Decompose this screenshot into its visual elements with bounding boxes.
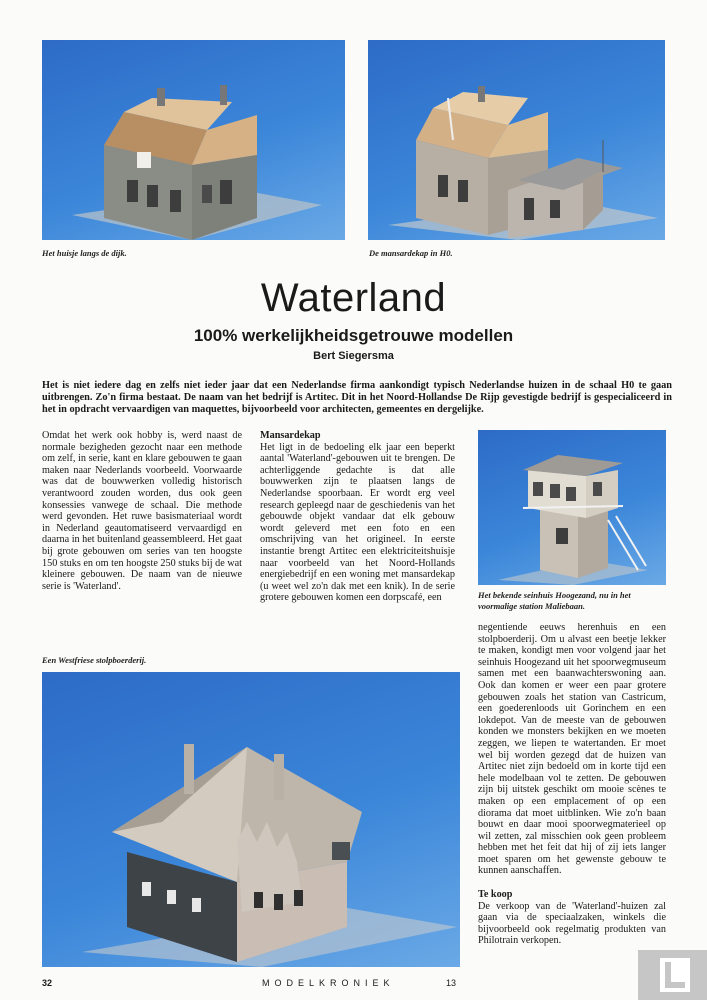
corner-logo bbox=[638, 950, 707, 1000]
caption-dike-house: Het huisje langs de dijk. bbox=[42, 248, 127, 258]
issue-number: 13 bbox=[446, 978, 457, 988]
article-title: Waterland bbox=[260, 276, 447, 320]
page-number: 32 bbox=[42, 978, 53, 988]
heading-te-koop: Te koop bbox=[478, 889, 513, 901]
column-2-text: Het ligt in de bedoeling elk jaar een beperkt aantal 'Waterland'-gebouwen uit te brengen. De achterliggende gedachte is dat alle bouwwerken zijn te plaatsen langs de Nederlandse spoorbaan. Er wordt erg veel research gepleegd naar de geschiedenis van het gebouwde objekt vandaar dat elk gebouw wordt geleverd met een foto en een omschrijving van het origineel. In eerste instantie brengt Artitec een elektriciteitshuisje naar voorbeeld van het Noord-Hollands energiebedrijf en een woning met mansardekap (u weet wel zo'n dak met een knik). In de serie grotere gebouwen komen een dorpscafé, een bbox=[260, 441, 455, 604]
heading-mansardekap: Mansardekap bbox=[260, 430, 321, 441]
mansard-house-image bbox=[368, 40, 665, 240]
article-intro: Het is niet iedere dag en zelfs niet ieder jaar dat een Nederlandse firma aankondigt typisch Nederlandse huizen in de schaal H0 te gaan uitbrengen. Zo'n firma bestaat. De naam van het bedrijf is Artitec. Dit in het Noord-Hollandse De Rijp gevestigde bedrijf is gespecialiceerd in het in opdracht vervaardigen van maquettes, bijvoorbeeld voor architecten, gemeentes en dergelijke. bbox=[42, 380, 672, 415]
photo-dike-house bbox=[42, 40, 345, 240]
column-3-text: negentiende eeuws herenhuis en een stolpboerderij. Om u alvast een beetje lekker te maken, kondigt men voor volgend jaar het seinhuis Hoogezand uit het spoorwegmuseum samen met een baanwachterswoning aan. Ook dan komen er weer een paar grotere gebouwen zoals het station van Castricum, een goederenloods uit Gorinchem en een lokdepot. Van de meeste van de gebouwen konden we monsters bekijken en we moeten zeggen, we liepen te watertanden. Er moet wel bij worden gezegd dat de huizen van Artitec niet zijn bedoeld om in korte tijd een hele modelbaan vol te zetten. De gebouwen zijn bij uitstek geschikt om mooie scènes te maken op een emplacement of op een diorama dat moet uitblinken. Wie zo'n baan bouwt en daar mooi spoorwegmaterieel op wil zetten, zal misschien ook geen probleem hebben met het feit dat hij of zij iets langer moet sparen om het gewenste gebouw te kunnen aanschaffen. bbox=[478, 622, 666, 877]
column-1-text: Omdat het werk ook hobby is, werd naast de normale bezigheden gezocht naar een methode om zelf, in serie, kant en klare gebouwen te gaan maken naar Nederlands voorbeeld. Voorwaarde was dat de bouwwerken volledig historisch verantwoord zouden worden, dus ook geen konsessies vanwege de schaal. Die methode werd gevonden. Het ruwe basismateriaal wordt in Nederland geautomatiseerd vervaardigd en daarna in het buitenland geassembleerd. Het gaat bij grote gebouwen om series van ten hoogste 150 stuks en om ten hoogste 250 stuks bij de wat kleinere gebouwen. De naam van de nieuwe serie is 'Waterland'. bbox=[42, 430, 242, 592]
article-subtitle: 100% werkelijkheidsgetrouwe modellen bbox=[193, 326, 514, 345]
caption-signal-line-1: Het bekende seinhuis Hoogezand, nu in het bbox=[478, 590, 631, 600]
photo-farmhouse bbox=[42, 672, 460, 967]
caption-mansard-roof: De mansardekap in H0. bbox=[369, 248, 453, 258]
photo-mansard-roof bbox=[368, 40, 665, 240]
column-3-text-b: De verkoop van de 'Waterland'-huizen zal gaan via de speciaalzaken, winkels die bijvoorbeeld ook regelmatig produkten van Philotrain verkopen. bbox=[478, 900, 666, 947]
signal-house-image bbox=[478, 430, 666, 585]
caption-farmhouse: Een Westfriese stolpboerderij. bbox=[42, 655, 147, 665]
article-author: Bert Siegersma bbox=[313, 350, 394, 362]
farmhouse-image bbox=[42, 672, 460, 967]
logo-mark-icon bbox=[638, 950, 707, 1000]
photo-signal-house bbox=[478, 430, 666, 585]
dike-house-image bbox=[42, 40, 345, 240]
magazine-name: MODELKRONIEK bbox=[262, 978, 395, 988]
caption-signal-house bbox=[478, 590, 678, 612]
column-2 bbox=[260, 430, 455, 604]
column-3 bbox=[478, 622, 666, 947]
caption-signal-line-2: voormalige station Maliebaan. bbox=[478, 601, 585, 611]
